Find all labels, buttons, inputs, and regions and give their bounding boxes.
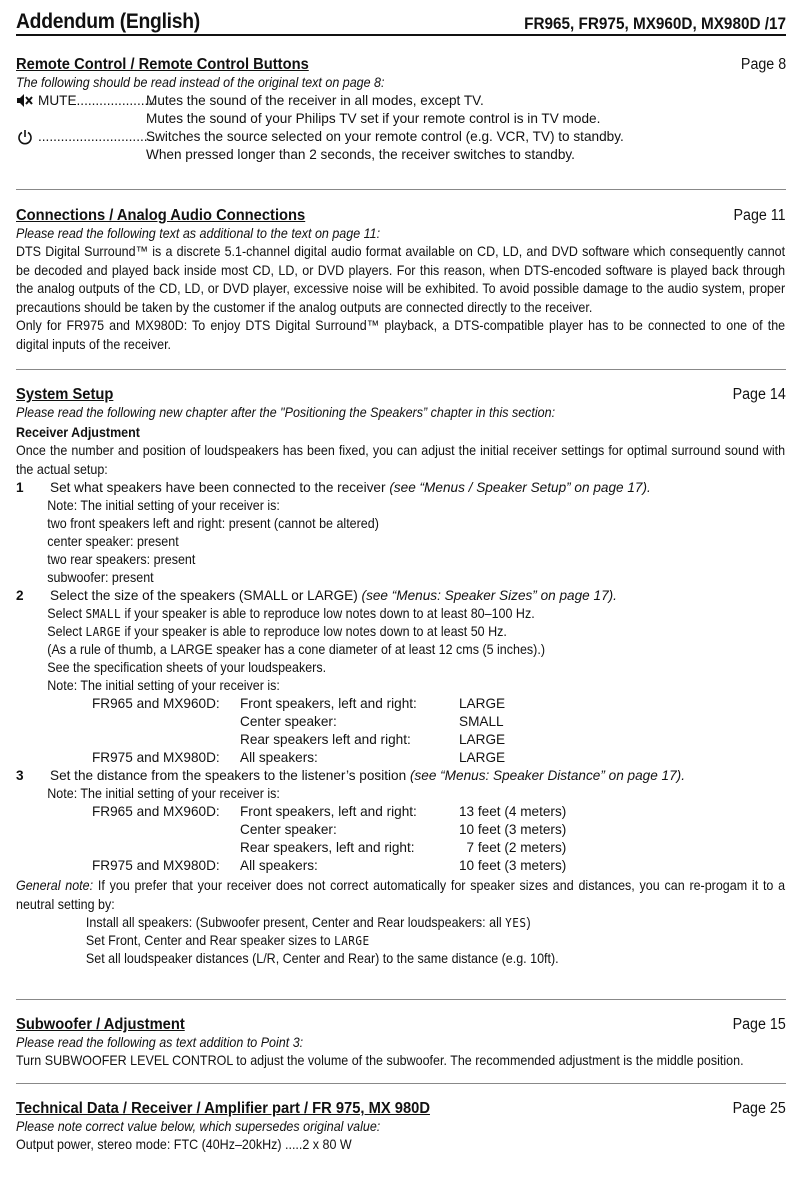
- step-note: [16, 605, 724, 623]
- step-ref: (see “Menus: Speaker Distance” on page 17).: [409, 768, 685, 784]
- table-cell: Front speakers, left and right:: [240, 804, 417, 820]
- step-text: Set what speakers have been connected to the receiver: [50, 480, 390, 496]
- lcd-text: LARGE: [85, 625, 122, 640]
- page-header: [16, 6, 786, 36]
- step-note: See the specification sheets of your loudspeakers.: [47, 660, 327, 676]
- page-ref: Page 15: [732, 1016, 786, 1033]
- text: Install all speakers: (Subwoofer present, Center and Rear loudspeakers: all: [85, 915, 506, 931]
- table-cell: 10 feet (3 meters): [459, 822, 567, 838]
- table-cell: Center speaker:: [240, 714, 337, 730]
- step-text: Select the size of the speakers (SMALL or LARGE): [50, 588, 362, 604]
- page-ref: Page 8: [740, 56, 786, 73]
- page-ref: Page 25: [732, 1100, 786, 1117]
- lcd-text: LARGE: [334, 934, 370, 949]
- section-title: Connections / Analog Audio Connections: [16, 207, 306, 224]
- step-note: Note: The initial setting of your receiver is:: [47, 678, 280, 694]
- section-text: Output power, stereo mode: FTC (40Hz–20kHz) .....2 x 80 W: [16, 1137, 352, 1152]
- power-desc-2: When pressed longer than 2 seconds, the receiver switches to standby.: [146, 147, 575, 162]
- text: if your speaker is able to reproduce low notes down to at least 80–100 Hz.: [121, 606, 535, 622]
- section-title: Subwoofer / Adjustment: [16, 1016, 185, 1033]
- section-system-setup: [16, 384, 786, 968]
- power-desc-1: Switches the source selected on your remote control (e.g. VCR, TV) to standby.: [146, 129, 624, 144]
- step-note: Note: The initial setting of your receiver is:: [47, 498, 280, 514]
- step-number: 1: [16, 480, 24, 496]
- section-technical-data: [16, 1098, 786, 1154]
- text: Set Front, Center and Rear speaker sizes to: [85, 933, 335, 949]
- neutral-step: Set all loudspeaker distances (L/R, Center and Rear) to the same distance (e.g. 10ft).: [85, 951, 559, 967]
- section-title: System Setup: [16, 386, 114, 403]
- header-models: FR965, FR975, MX960D, MX980D /17: [524, 14, 786, 33]
- step-note: two front speakers left and right: present (cannot be altered): [47, 516, 379, 532]
- subheading: Receiver Adjustment: [16, 425, 140, 440]
- table-cell: All speakers:: [240, 858, 318, 874]
- table-cell: Front speakers, left and right:: [240, 696, 417, 712]
- mute-label: MUTE: [38, 93, 77, 108]
- divider: [16, 999, 786, 1000]
- general-note-label: General note:: [16, 878, 94, 894]
- mute-row: [16, 92, 786, 110]
- table-cell: Center speaker:: [240, 822, 337, 838]
- table-row: [16, 749, 786, 767]
- step-text: Set the distance from the speakers to the listener’s position: [50, 768, 410, 784]
- table-cell: All speakers:: [240, 750, 318, 766]
- table-cell: LARGE: [459, 696, 506, 712]
- dts-paragraph: DTS Digital Surround™ is a discrete 5.1-channel digital audio format available on CD, LD, and DVD software which consequently cannot be decoded and played back inside most CD, LD, or DVD players. For this reason, when DTS-encoded software is played back through the analog outputs of the CD, LD, or DVD player, excessive noise will be exhibited. To avoid possible damage to the audio system, proper precautions should be taken by the customer if the analog outputs are connected directly to the receiver.: [16, 244, 786, 315]
- table-cell: FR965 and MX960D:: [92, 804, 220, 820]
- step-2: [16, 587, 786, 605]
- section-intro: Please read the following as text addition to Point 3:: [16, 1035, 304, 1050]
- dts-note-paragraph: Only for FR975 and MX980D: To enjoy DTS Digital Surround™ playback, a DTS-compatible player has to be connected to one of the digital inputs of the receiver.: [16, 318, 786, 352]
- section-intro: Please note correct value below, which supersedes original value:: [16, 1119, 381, 1134]
- text: if your speaker is able to reproduce low notes down to at least 50 Hz.: [121, 624, 507, 640]
- step-note: center speaker: present: [47, 534, 179, 550]
- table-row: [16, 713, 786, 731]
- section-connections: [16, 205, 786, 355]
- text: Select: [47, 624, 86, 640]
- text: ): [526, 915, 531, 931]
- divider: [16, 369, 786, 370]
- general-note: [16, 877, 785, 914]
- mute-desc-2: Mutes the sound of your Philips TV set if your remote control is in TV mode.: [146, 111, 601, 126]
- table-cell: SMALL: [459, 714, 504, 730]
- divider: [16, 1083, 786, 1084]
- table-cell: FR975 and MX980D:: [92, 858, 220, 874]
- step-1: [16, 479, 786, 497]
- table-cell: FR965 and MX960D:: [92, 696, 220, 712]
- table-cell: 13 feet (4 meters): [459, 804, 567, 820]
- step-note: subwoofer: present: [47, 570, 154, 586]
- text: Select: [47, 606, 86, 622]
- document-page: [16, 6, 786, 1152]
- table-row: [16, 731, 786, 749]
- table-cell: 10 feet (3 meters): [459, 858, 567, 874]
- dot-leader: .....................: [76, 93, 156, 108]
- header-title: Addendum (English): [16, 10, 200, 33]
- mute-desc-1: Mutes the sound of the receiver in all modes, except TV.: [146, 93, 484, 108]
- section-intro: Please read the following new chapter after the "Positioning the Speakers” chapter in this section:: [16, 405, 556, 420]
- table-cell: Rear speakers, left and right:: [240, 840, 415, 856]
- table-row: [16, 857, 786, 875]
- section-intro: The following should be read instead of the original text on page 8:: [16, 75, 385, 90]
- table-cell: FR975 and MX980D:: [92, 750, 220, 766]
- step-number: 2: [16, 588, 24, 604]
- power-row: [16, 128, 786, 146]
- table-cell: LARGE: [459, 732, 506, 748]
- neutral-step: [16, 932, 724, 950]
- section-text: Turn SUBWOOFER LEVEL CONTROL to adjust the volume of the subwoofer. The recommended adjustment is the middle position.: [16, 1053, 744, 1068]
- table-cell: Rear speakers left and right:: [240, 732, 411, 748]
- table-row: [16, 695, 786, 713]
- table-cell: LARGE: [459, 750, 506, 766]
- page-ref: Page 11: [733, 207, 786, 224]
- step-number: 3: [16, 768, 24, 784]
- table-row: [16, 821, 786, 839]
- neutral-step: [16, 914, 724, 932]
- lcd-text: SMALL: [85, 607, 122, 622]
- general-note-text: If you prefer that your receiver does not correct automatically for speaker sizes and distances, you can re-progam it to a neutral setting by:: [16, 878, 786, 912]
- page-ref: Page 14: [732, 386, 786, 403]
- table-row: [16, 839, 786, 857]
- step-note: two rear speakers: present: [47, 552, 196, 568]
- section-subwoofer: [16, 1014, 786, 1070]
- adjustment-paragraph: Once the number and position of loudspeakers has been fixed, you can adjust the initial receiver settings for optimal surround sound with the actual setup:: [16, 443, 786, 477]
- step-note: (As a rule of thumb, a LARGE speaker has a cone diameter of at least 12 cms (5 inches).): [47, 642, 545, 658]
- dot-leader: ................................: [38, 129, 159, 144]
- divider: [16, 189, 786, 190]
- step-ref: (see “Menus / Speaker Setup” on page 17).: [389, 480, 651, 496]
- lcd-text: YES: [505, 916, 527, 931]
- step-note: [16, 623, 724, 641]
- section-title: Technical Data / Receiver / Amplifier part / FR 975, MX 980D: [16, 1100, 430, 1117]
- section-remote-control: [16, 54, 786, 164]
- table-cell: 7 feet (2 meters): [459, 840, 567, 856]
- step-note: Note: The initial setting of your receiver is:: [47, 786, 280, 802]
- step-ref: (see “Menus: Speaker Sizes” on page 17).: [361, 588, 617, 604]
- step-3: [16, 767, 786, 785]
- table-row: [16, 803, 786, 821]
- section-title: Remote Control / Remote Control Buttons: [16, 56, 309, 73]
- section-intro: Please read the following text as additional to the text on page 11:: [16, 226, 381, 241]
